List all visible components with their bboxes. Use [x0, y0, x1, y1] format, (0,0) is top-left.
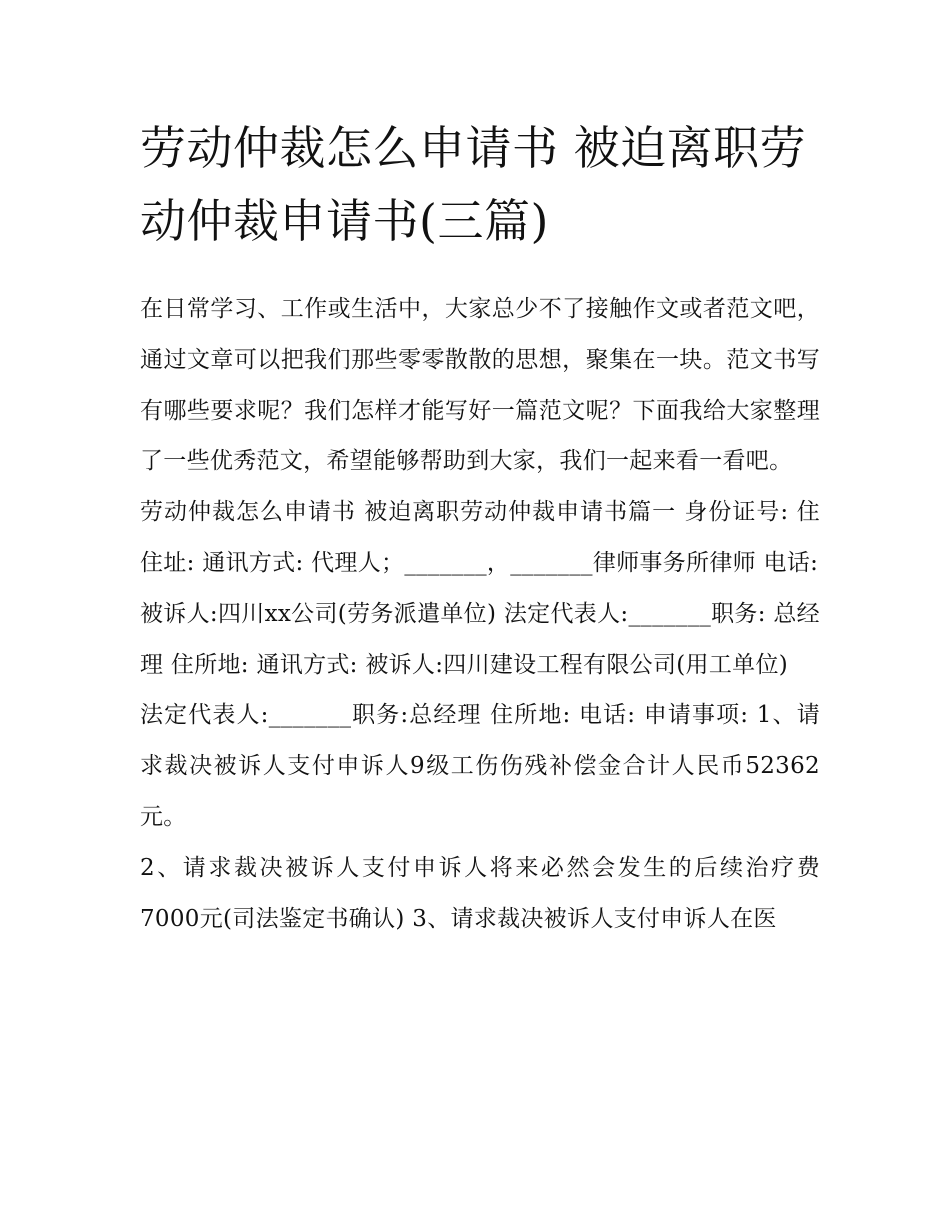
intro-paragraph: 在日常学习、工作或生活中，大家总少不了接触作文或者范文吧，通过文章可以把我们那些零零散散的思想，聚集在一块。范文书写有哪些要求呢？我们怎样才能写好一篇范文呢？下面我给大家整理了一些优秀范文，希望能够帮助到大家，我们一起来看一看吧。 [140, 296, 820, 475]
applicant-paragraph: 劳动仲裁怎么申请书 被迫离职劳动仲裁申请书篇一 身份证号: 住住址: 通讯方式: 代理人；_______，_______律师事务所律师 电话: [140, 499, 820, 576]
respondent-paragraph: 被诉人:四川xx公司(劳务派遣单位) 法定代表人:_______职务: 总经理 住所地: 通讯方式: 被诉人:四川建设工程有限公司(用工单位) [140, 600, 820, 678]
document-title: 劳动仲裁怎么申请书 被迫离职劳动仲裁申请书(三篇) [140, 121, 807, 248]
claims-paragraph: 法定代表人:_______职务:总经理 住所地: 电话: 申请事项: 1、请求裁决被诉人支付申诉人9级工伤伤残补偿金合计人民币52362元。 [140, 702, 820, 830]
document-page [140, 112, 820, 944]
claims-continued-paragraph: 2、请求裁决被诉人支付申诉人将来必然会发生的后续治疗费7000元(司法鉴定书确认) 3、请求裁决被诉人支付申诉人在医 [140, 854, 820, 932]
